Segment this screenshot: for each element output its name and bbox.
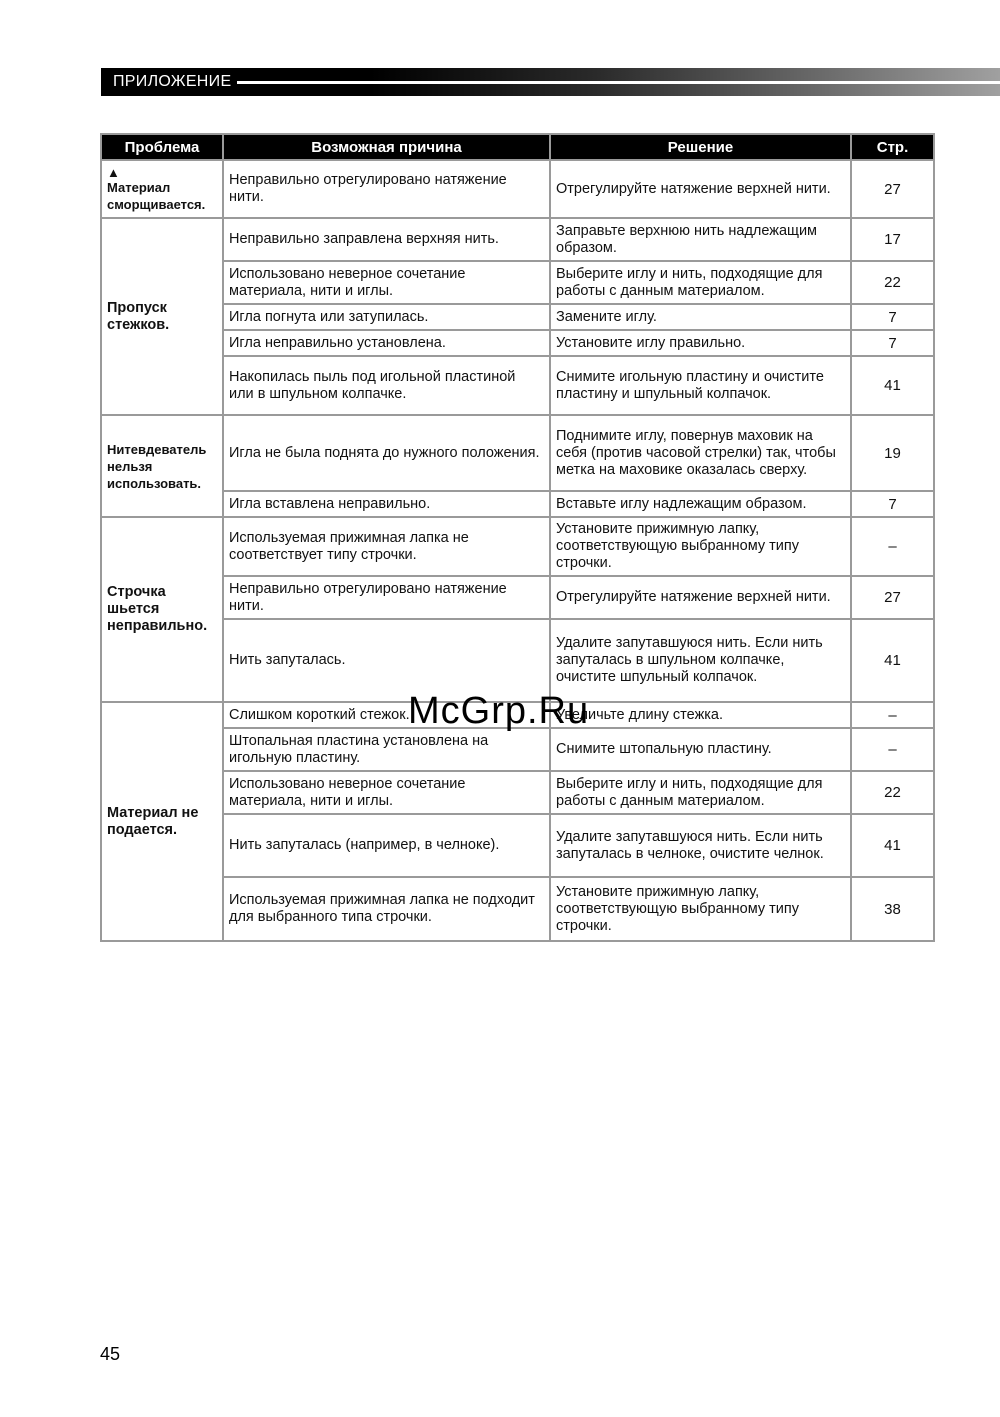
cause-cell: Игла погнута или затупилась. xyxy=(223,304,550,330)
table-row xyxy=(101,304,934,330)
table-row xyxy=(101,330,934,356)
page-cell: – xyxy=(851,728,934,771)
solution-cell: Удалите запутавшуюся нить. Если нить запуталась в челноке, очистите челнок. xyxy=(550,814,851,877)
section-title: ПРИЛОЖЕНИЕ xyxy=(113,73,232,90)
table-row xyxy=(101,356,934,415)
page-cell: 41 xyxy=(851,619,934,702)
solution-cell: Установите прижимную лапку, соответствующую выбранному типу строчки. xyxy=(550,517,851,576)
page-cell: 22 xyxy=(851,771,934,814)
column-header-problem: Проблема xyxy=(101,134,223,160)
cause-cell: Неправильно заправлена верхняя нить. xyxy=(223,218,550,261)
solution-cell: Заправьте верхнюю нить надлежащим образом. xyxy=(550,218,851,261)
table-row xyxy=(101,517,934,576)
cause-cell: Неправильно отрегулировано натяжение нити. xyxy=(223,576,550,619)
page-cell: 7 xyxy=(851,491,934,517)
cause-cell: Штопальная пластина установлена на игольную пластину. xyxy=(223,728,550,771)
page-cell: 41 xyxy=(851,814,934,877)
table-row xyxy=(101,491,934,517)
solution-cell: Поднимите иглу, повернув маховик на себя (против часовой стрелки) так, чтобы метка на маховике оказалась сверху. xyxy=(550,415,851,491)
page-cell: 17 xyxy=(851,218,934,261)
table-row xyxy=(101,160,934,218)
solution-cell: Вставьте иглу надлежащим образом. xyxy=(550,491,851,517)
problem-label: Материал сморщивается. xyxy=(107,179,206,212)
troubleshooting-table xyxy=(100,133,935,942)
cause-cell: Игла неправильно установлена. xyxy=(223,330,550,356)
solution-cell: Снимите игольную пластину и очистите пластину и шпульный колпачок. xyxy=(550,356,851,415)
cause-cell: Слишком короткий стежок. xyxy=(223,702,550,728)
table-row xyxy=(101,771,934,814)
warning-triangle-icon: ▲ xyxy=(107,164,120,180)
cause-cell: Накопилась пыль под игольной пластиной или в шпульном колпачке. xyxy=(223,356,550,415)
page-cell: 41 xyxy=(851,356,934,415)
cause-cell: Используемая прижимная лапка не соответствует типу строчки. xyxy=(223,517,550,576)
cause-cell: Неправильно отрегулировано натяжение нити. xyxy=(223,160,550,218)
column-header-page: Стр. xyxy=(851,134,934,160)
cause-cell: Использовано неверное сочетание материала, нити и иглы. xyxy=(223,771,550,814)
page-cell: – xyxy=(851,702,934,728)
cause-cell: Нить запуталась. xyxy=(223,619,550,702)
solution-cell: Увеличьте длину стежка. xyxy=(550,702,851,728)
solution-cell: Замените иглу. xyxy=(550,304,851,330)
problem-cell xyxy=(101,160,223,218)
problem-cell: Материал не подается. xyxy=(101,702,223,941)
solution-cell: Удалите запутавшуюся нить. Если нить запуталась в шпульном колпачке, очистите шпульный колпачок. xyxy=(550,619,851,702)
solution-cell: Установите прижимную лапку, соответствующую выбранному типу строчки. xyxy=(550,877,851,941)
problem-cell: Строчка шьется неправильно. xyxy=(101,517,223,702)
solution-cell: Выберите иглу и нить, подходящие для работы с данным материалом. xyxy=(550,771,851,814)
watermark-text: McGrp.Ru xyxy=(408,690,590,732)
page-cell: 7 xyxy=(851,330,934,356)
column-header-cause: Возможная причина xyxy=(223,134,550,160)
table-row xyxy=(101,728,934,771)
cause-cell: Игла вставлена неправильно. xyxy=(223,491,550,517)
problem-cell: Пропуск стежков. xyxy=(101,218,223,415)
page-cell: 7 xyxy=(851,304,934,330)
table-row xyxy=(101,877,934,941)
page-cell: 22 xyxy=(851,261,934,304)
problem-cell: Нитевдеватель нельзя использовать. xyxy=(101,415,223,517)
cause-cell: Использовано неверное сочетание материала, нити и иглы. xyxy=(223,261,550,304)
section-header-rule xyxy=(237,81,1000,84)
page-cell: 27 xyxy=(851,576,934,619)
solution-cell: Снимите штопальную пластину. xyxy=(550,728,851,771)
table-header-row xyxy=(101,134,934,160)
column-header-solution: Решение xyxy=(550,134,851,160)
cause-cell: Игла не была поднята до нужного положения. xyxy=(223,415,550,491)
cause-cell: Используемая прижимная лапка не подходит для выбранного типа строчки. xyxy=(223,877,550,941)
cause-cell: Нить запуталась (например, в челноке). xyxy=(223,814,550,877)
solution-cell: Установите иглу правильно. xyxy=(550,330,851,356)
page-cell: – xyxy=(851,517,934,576)
table-row xyxy=(101,261,934,304)
page-cell: 27 xyxy=(851,160,934,218)
solution-cell: Отрегулируйте натяжение верхней нити. xyxy=(550,576,851,619)
table-row xyxy=(101,218,934,261)
page-cell: 19 xyxy=(851,415,934,491)
solution-cell: Выберите иглу и нить, подходящие для работы с данным материалом. xyxy=(550,261,851,304)
page-number: 45 xyxy=(100,1344,121,1364)
table-row xyxy=(101,814,934,877)
table-row xyxy=(101,576,934,619)
solution-cell: Отрегулируйте натяжение верхней нити. xyxy=(550,160,851,218)
table-row xyxy=(101,415,934,491)
page-cell: 38 xyxy=(851,877,934,941)
